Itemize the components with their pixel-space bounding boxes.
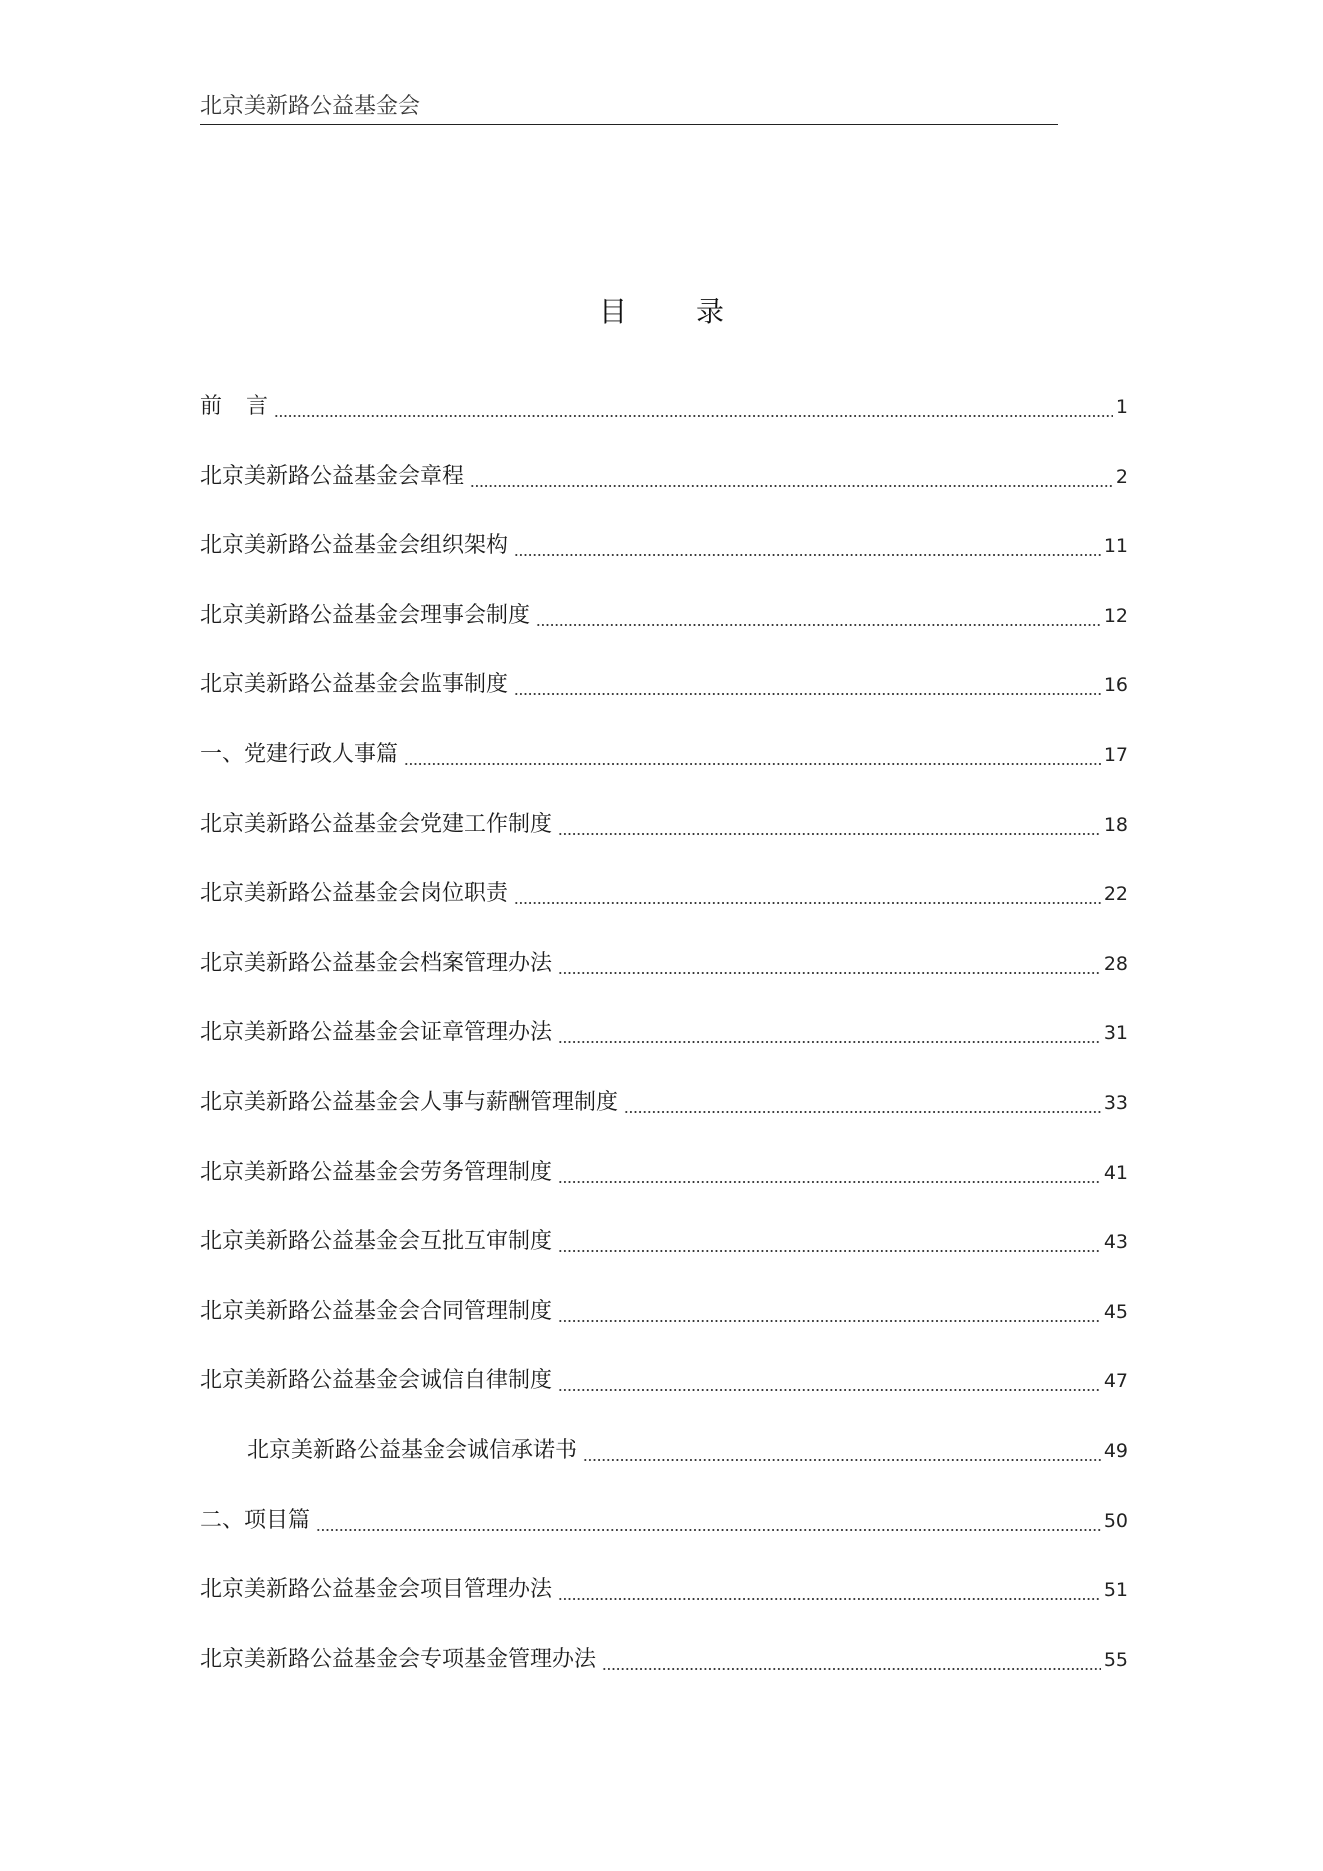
toc-entry-label: 北京美新路公益基金会项目管理办法 xyxy=(200,1577,553,1603)
toc-entry-charter[interactable] xyxy=(200,456,1128,526)
dot-leader xyxy=(274,386,1113,428)
toc-entry-label: 北京美新路公益基金会岗位职责 xyxy=(200,881,509,907)
toc-entry-page-number: 28 xyxy=(1103,952,1128,975)
toc-entry-job-duties[interactable] xyxy=(200,873,1128,943)
dot-leader xyxy=(536,595,1101,637)
dot-leader xyxy=(514,664,1101,706)
toc-entry-page-number: 41 xyxy=(1103,1161,1128,1184)
toc-entry-board-rules[interactable] xyxy=(200,595,1128,665)
toc-entry-page-number: 18 xyxy=(1103,813,1128,836)
dot-leader xyxy=(514,525,1101,567)
dot-leader xyxy=(558,1569,1101,1611)
toc-entry-archives[interactable] xyxy=(200,943,1128,1013)
dot-leader xyxy=(316,1500,1101,1542)
header-organization-name: 北京美新路公益基金会 xyxy=(200,94,421,119)
dot-leader xyxy=(470,456,1113,498)
toc-entry-label: 北京美新路公益基金会章程 xyxy=(200,463,465,489)
toc-entry-label: 北京美新路公益基金会专项基金管理办法 xyxy=(200,1646,597,1672)
toc-entry-mutual-review[interactable] xyxy=(200,1221,1128,1291)
toc-title: 目 录 xyxy=(599,295,754,328)
toc-entry-label: 北京美新路公益基金会诚信承诺书 xyxy=(247,1437,578,1463)
toc-entry-label-char-2: 言 xyxy=(246,394,269,419)
toc-entry-project-management[interactable] xyxy=(200,1569,1128,1639)
toc-entry-label: 北京美新路公益基金会组织架构 xyxy=(200,533,509,559)
toc-section-party-admin-hr[interactable] xyxy=(200,734,1128,804)
toc-entry-page-number: 16 xyxy=(1103,674,1128,697)
dot-leader xyxy=(558,804,1101,846)
dot-leader xyxy=(583,1430,1101,1472)
dot-leader xyxy=(404,734,1101,776)
toc-section-projects[interactable] xyxy=(200,1500,1128,1570)
toc-entry-party-building[interactable] xyxy=(200,804,1128,874)
toc-entry-label: 北京美新路公益基金会合同管理制度 xyxy=(200,1298,553,1324)
toc-entry-seals[interactable] xyxy=(200,1012,1128,1082)
toc-entry-integrity-pledge[interactable] xyxy=(200,1430,1128,1500)
toc-entry-label: 北京美新路公益基金会档案管理办法 xyxy=(200,950,553,976)
toc-entry-labor-services[interactable] xyxy=(200,1152,1128,1222)
dot-leader xyxy=(558,1012,1101,1054)
toc-entry-page-number: 1 xyxy=(1115,396,1128,418)
dot-leader xyxy=(624,1082,1101,1124)
toc-entry-label: 北京美新路公益基金会监事制度 xyxy=(200,672,509,698)
dot-leader xyxy=(514,873,1101,915)
toc-entry-supervisor-rules[interactable] xyxy=(200,664,1128,734)
dot-leader xyxy=(558,1360,1101,1402)
toc-entry-org-structure[interactable] xyxy=(200,525,1128,595)
dot-leader xyxy=(558,1221,1101,1263)
toc-entry-label: 北京美新路公益基金会互批互审制度 xyxy=(200,1229,553,1255)
toc-entry-label-char-1: 前 xyxy=(200,394,247,419)
toc-entry-page-number: 22 xyxy=(1103,883,1128,906)
toc-entry-special-funds[interactable] xyxy=(200,1639,1128,1709)
toc-entry-page-number: 2 xyxy=(1115,465,1128,488)
toc-entry-page-number: 31 xyxy=(1103,1022,1128,1045)
toc-entry-label: 北京美新路公益基金会人事与薪酬管理制度 xyxy=(200,1089,619,1115)
toc-entry-hr-compensation[interactable] xyxy=(200,1082,1128,1152)
toc-entry-page-number: 12 xyxy=(1103,604,1128,627)
toc-entry-page-number: 55 xyxy=(1103,1648,1128,1671)
toc-entry-label: 北京美新路公益基金会证章管理办法 xyxy=(200,1020,553,1046)
table-of-contents xyxy=(200,386,1128,1708)
toc-entry-label: 二、项目篇 xyxy=(200,1507,311,1533)
toc-entry-page-number: 45 xyxy=(1103,1300,1128,1323)
toc-entry-page-number: 47 xyxy=(1103,1370,1128,1393)
dot-leader xyxy=(558,943,1101,985)
toc-entry-label: 北京美新路公益基金会劳务管理制度 xyxy=(200,1159,553,1185)
page-header xyxy=(200,94,1058,125)
toc-entry-page-number: 50 xyxy=(1103,1509,1128,1532)
dot-leader xyxy=(558,1291,1101,1333)
toc-entry-page-number: 11 xyxy=(1103,535,1128,558)
toc-entry-page-number: 33 xyxy=(1103,1091,1128,1114)
toc-entry-page-number: 43 xyxy=(1103,1231,1128,1254)
toc-entry-label: 北京美新路公益基金会理事会制度 xyxy=(200,602,531,628)
dot-leader xyxy=(602,1639,1101,1681)
toc-entry-contracts[interactable] xyxy=(200,1291,1128,1361)
toc-entry-label: 北京美新路公益基金会党建工作制度 xyxy=(200,811,553,837)
toc-entry-label xyxy=(200,386,271,428)
toc-entry-preface[interactable] xyxy=(200,386,1128,456)
toc-entry-integrity-rules[interactable] xyxy=(200,1360,1128,1430)
toc-entry-label: 一、党建行政人事篇 xyxy=(200,741,399,767)
toc-entry-label: 北京美新路公益基金会诚信自律制度 xyxy=(200,1368,553,1394)
dot-leader xyxy=(558,1152,1101,1194)
toc-entry-page-number: 51 xyxy=(1103,1579,1128,1602)
toc-entry-page-number: 17 xyxy=(1103,743,1128,766)
toc-entry-page-number: 49 xyxy=(1103,1439,1128,1462)
